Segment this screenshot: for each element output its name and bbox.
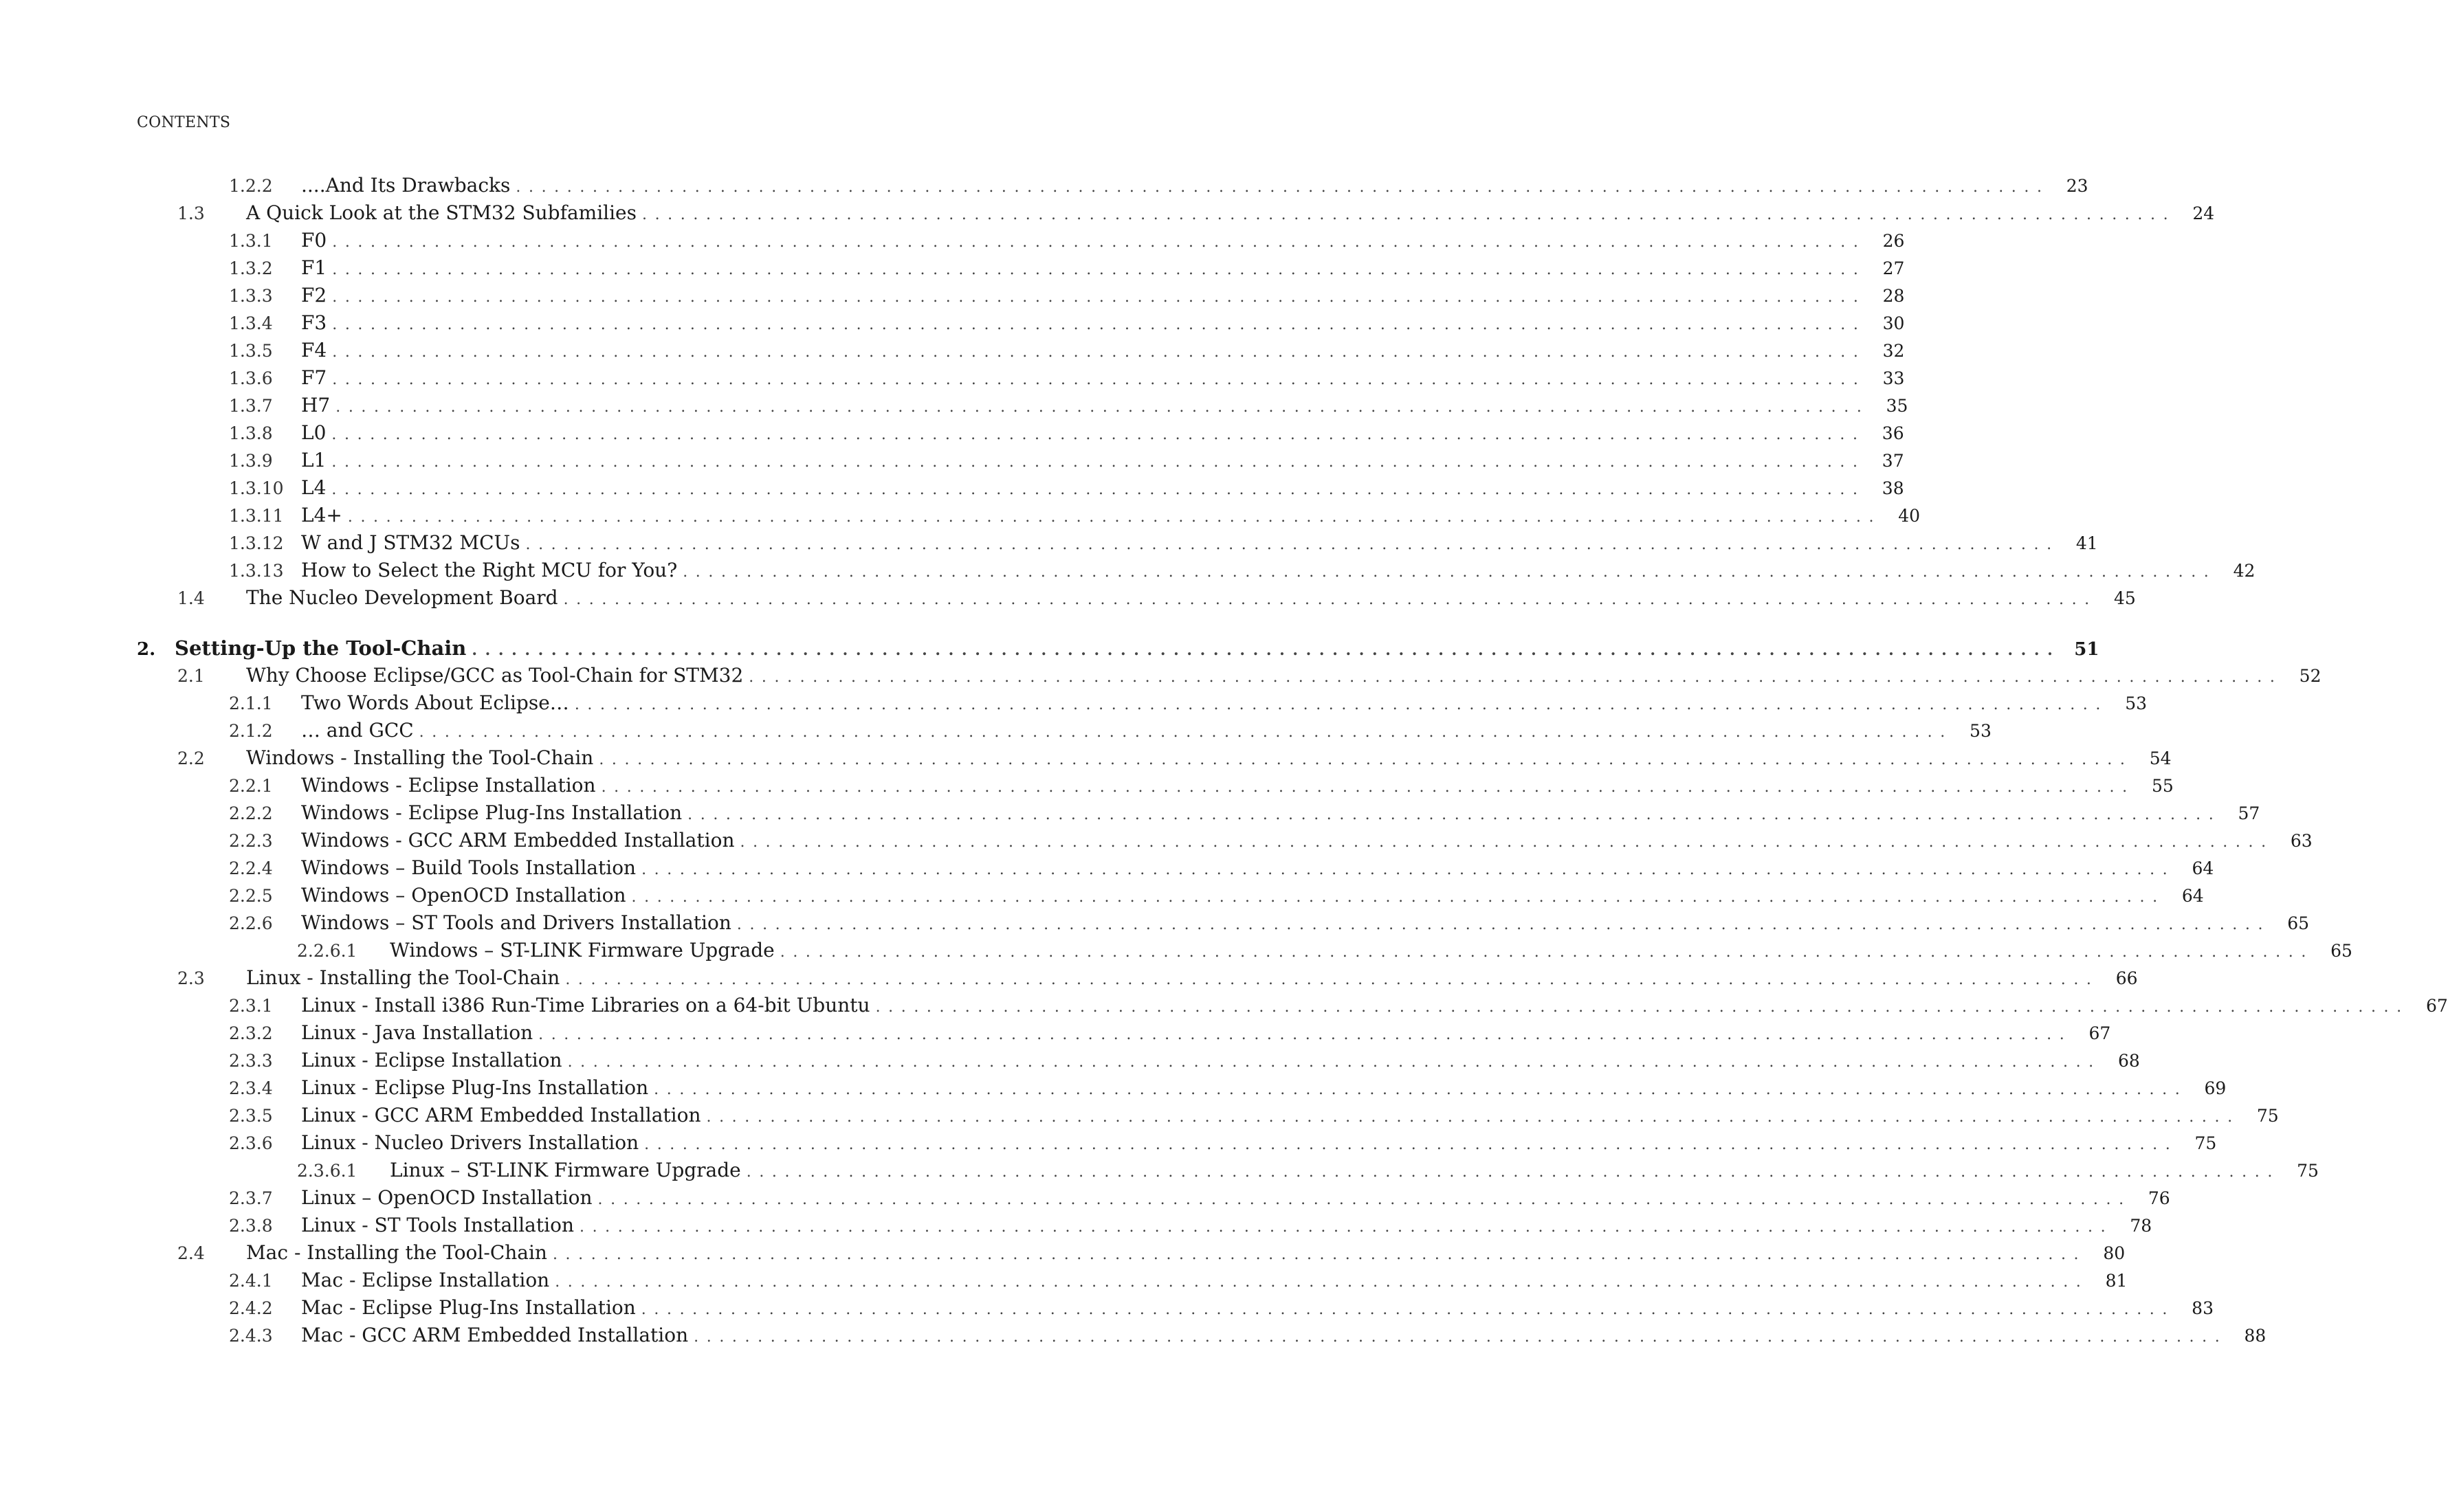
dot-leader: ........................................................................................................................ <box>597 1191 2132 1208</box>
toc-entry[interactable] <box>229 1322 2267 1349</box>
toc-entry-page-number: 75 <box>2297 1161 2319 1181</box>
toc-entry-page-number: 40 <box>1898 506 1921 526</box>
dot-leader: ........................................................................................................................ <box>332 289 1866 306</box>
toc-entry-number: 1.3.6 <box>229 368 273 388</box>
toc-entry-page-number: 75 <box>2194 1133 2217 1153</box>
toc-entry-page-number: 38 <box>1882 478 1904 498</box>
toc-entry-page-number: 32 <box>1882 341 1905 361</box>
toc-entry-page-number: 23 <box>2066 176 2088 196</box>
dot-leader: ........................................................................................................................ <box>332 371 1866 388</box>
dot-leader: ........................................................................................................................ <box>552 1246 2087 1263</box>
toc-entry-number: 2.2.6.1 <box>297 941 357 961</box>
toc-entry-page-number: 55 <box>2151 776 2174 796</box>
toc-entry-title: Linux - Installing the Tool-Chain <box>246 966 560 989</box>
toc-entry-page-number: 37 <box>1882 451 1904 471</box>
toc-entry-title: Why Choose Eclipse/GCC as Tool-Chain for STM32 <box>246 664 744 687</box>
toc-entry-title: Setting-Up the Tool-Chain <box>175 636 467 660</box>
dot-leader: ........................................................................................................................ <box>642 206 2176 223</box>
toc-entry-number: 1.3.12 <box>229 533 284 553</box>
toc-entry-title: Windows – ST Tools and Drivers Installation <box>301 911 731 934</box>
toc-entry-number: 2.2.2 <box>229 803 273 823</box>
toc-entry-page-number: 28 <box>1882 286 1905 306</box>
toc-entry-number: 2.3.6.1 <box>297 1161 357 1181</box>
toc-entry-page-number: 80 <box>2103 1243 2126 1263</box>
toc-entry-page-number: 88 <box>2244 1326 2267 1346</box>
toc-entry[interactable] <box>297 937 2352 964</box>
toc-chapter-entry[interactable] <box>137 634 2099 662</box>
toc-entry[interactable] <box>229 882 2204 909</box>
toc-entry-number: 1.3.7 <box>229 396 273 416</box>
dot-leader: ........................................................................................................................ <box>694 1328 2228 1346</box>
dot-leader: ........................................................................................................................ <box>599 751 2133 768</box>
toc-entry[interactable] <box>229 392 1908 419</box>
toc-entry-number: 2.2.1 <box>229 776 273 796</box>
toc-entry-page-number: 66 <box>2115 968 2138 988</box>
toc-entry-title: Windows – Build Tools Installation <box>301 856 637 879</box>
toc-entry-number: 2.4.2 <box>229 1298 273 1318</box>
toc-entry-title: Two Words About Eclipse… <box>301 691 569 714</box>
dot-leader: ........................................................................................................................ <box>746 1164 2280 1181</box>
toc-entry-title: F7 <box>301 366 327 389</box>
dot-leader: ........................................................................................................................ <box>538 1026 2073 1043</box>
dot-leader: ........................................................................................................................ <box>706 1109 2240 1126</box>
toc-entry-number: 2.3.4 <box>229 1078 273 1098</box>
dot-leader: ........................................................................................................................ <box>567 1054 2102 1071</box>
toc-entry-page-number: 69 <box>2204 1078 2227 1098</box>
dot-leader: ........................................................................................................................ <box>472 641 2061 659</box>
toc-entry-title: F4 <box>301 339 327 362</box>
toc-entry-page-number: 65 <box>2330 941 2352 961</box>
dot-leader: ........................................................................................................................ <box>683 564 2217 581</box>
toc-entry-number: 2.2.6 <box>229 913 273 933</box>
toc-entry-number: 2.2 <box>177 748 205 768</box>
toc-entry-title: Linux - Nucleo Drivers Installation <box>301 1131 639 1154</box>
toc-entry-title: Linux - Install i386 Run-Time Libraries on a 64-bit Ubuntu <box>301 994 870 1016</box>
toc-entry[interactable] <box>177 199 2215 227</box>
toc-entry-number: 1.3.2 <box>229 258 273 278</box>
dot-leader: ........................................................................................................................ <box>644 1136 2179 1153</box>
dot-leader: ........................................................................................................................ <box>331 481 1866 498</box>
toc-entry-title: F0 <box>301 229 327 252</box>
dot-leader: ........................................................................................................................ <box>601 779 2135 796</box>
toc-entry-number: 1.3.9 <box>229 451 273 471</box>
toc-entry-number: 1.3.5 <box>229 341 273 361</box>
toc-entry-page-number: 68 <box>2117 1051 2140 1071</box>
toc-entry-title: … and GCC <box>301 719 414 742</box>
toc-entry-number: 2.3.3 <box>229 1051 273 1071</box>
toc-entry-page-number: 42 <box>2233 561 2256 581</box>
dot-leader: ........................................................................................................................ <box>331 426 1866 443</box>
toc-entry-page-number: 57 <box>2238 803 2260 823</box>
toc-entry-title: L1 <box>301 449 327 471</box>
toc-entry-title: Linux - Eclipse Plug-Ins Installation <box>301 1076 649 1099</box>
toc-entry-number: 2. <box>137 639 156 660</box>
dot-leader: ........................................................................................................................ <box>347 509 1882 526</box>
toc-entry-number: 1.3.1 <box>229 231 273 251</box>
toc-entry[interactable] <box>229 557 2256 584</box>
toc-entry-page-number: 67 <box>2425 996 2448 1016</box>
toc-entry-title: L4 <box>301 476 327 499</box>
toc-entry-page-number: 63 <box>2290 831 2313 851</box>
toc-entry-number: 2.2.5 <box>229 886 273 906</box>
toc-entry-page-number: 36 <box>1882 423 1904 443</box>
dot-leader: ........................................................................................................................ <box>749 669 2283 686</box>
dot-leader: ........................................................................................................................ <box>332 261 1866 278</box>
toc-entry-page-number: 26 <box>1882 231 1905 251</box>
dot-leader: ........................................................................................................................ <box>641 1301 2175 1318</box>
toc-entry-title: H7 <box>301 394 331 416</box>
toc-entry-page-number: 53 <box>2125 693 2147 713</box>
toc-entry[interactable] <box>229 992 2448 1019</box>
toc-entry-number: 2.3.8 <box>229 1216 273 1236</box>
toc-entry-page-number: 30 <box>1882 313 1905 333</box>
toc-entry[interactable] <box>229 227 1905 254</box>
toc-entry-title: Linux - Eclipse Installation <box>301 1049 562 1071</box>
toc-entry[interactable] <box>297 1157 2319 1184</box>
toc-entry[interactable] <box>229 1047 2140 1074</box>
toc-entry-title: Windows – OpenOCD Installation <box>301 884 626 907</box>
dot-leader: ........................................................................................................................ <box>687 806 2222 823</box>
toc-entry[interactable] <box>229 474 1904 502</box>
toc-entry-number: 1.3.10 <box>229 478 284 498</box>
toc-entry-page-number: 67 <box>2088 1023 2111 1043</box>
dot-leader: ........................................................................................................................ <box>563 591 2097 608</box>
toc-entry-title: Linux - ST Tools Installation <box>301 1214 574 1236</box>
toc-entry-number: 1.3.11 <box>229 506 284 526</box>
toc-entry[interactable] <box>229 1294 2214 1322</box>
toc-entry-page-number: 24 <box>2192 203 2215 223</box>
toc-entry-title: Windows - GCC ARM Embedded Installation <box>301 829 735 852</box>
toc-entry[interactable] <box>229 772 2174 799</box>
toc-entry-number: 2.3.7 <box>229 1188 273 1208</box>
dot-leader: ........................................................................................................................ <box>780 944 2314 961</box>
dot-leader: ........................................................................................................................ <box>631 889 2165 906</box>
toc-entry-number: 1.2.2 <box>229 176 273 196</box>
toc-entry-number: 2.3 <box>177 968 205 988</box>
toc-entry-number: 2.3.2 <box>229 1023 273 1043</box>
toc-entry-page-number: 64 <box>2181 886 2204 906</box>
dot-leader: ........................................................................................................................ <box>579 1219 2114 1236</box>
running-header: CONTENTS <box>137 114 231 131</box>
toc-entry-number: 1.3.13 <box>229 561 284 581</box>
toc-entry-title: L4+ <box>301 504 342 526</box>
toc-entry-title: Windows - Installing the Tool-Chain <box>246 746 594 769</box>
toc-entry[interactable] <box>177 584 2136 612</box>
dot-leader: ........................................................................................................................ <box>332 234 1866 251</box>
toc-entry-number: 2.4 <box>177 1243 205 1263</box>
toc-entry[interactable] <box>229 254 1905 282</box>
toc-entry-title: F2 <box>301 284 327 307</box>
toc-entry-title: The Nucleo Development Board <box>246 586 558 609</box>
dot-leader: ........................................................................................................................ <box>555 1274 2089 1291</box>
toc-entry-title: Linux - Java Installation <box>301 1021 533 1044</box>
dot-leader: ........................................................................................................................ <box>332 316 1866 333</box>
dot-leader: ........................................................................................................................ <box>331 454 1866 471</box>
dot-leader: ........................................................................................................................ <box>641 861 2176 878</box>
toc-entry[interactable] <box>229 309 1905 337</box>
toc-entry-number: 2.3.1 <box>229 996 273 1016</box>
toc-entry[interactable] <box>229 909 2310 937</box>
dot-leader: ........................................................................................................................ <box>516 179 2050 196</box>
toc-entry-title: A Quick Look at the STM32 Subfamilies <box>246 201 637 224</box>
toc-entry-page-number: 54 <box>2149 748 2172 768</box>
toc-entry-title: Windows - Eclipse Plug-Ins Installation <box>301 801 683 824</box>
dot-leader: ........................................................................................................................ <box>332 344 1866 361</box>
toc-entry[interactable] <box>229 1102 2279 1129</box>
toc-entry-page-number: 52 <box>2299 666 2322 686</box>
toc-entry-number: 2.1.1 <box>229 693 273 713</box>
toc-entry-number: 2.1.2 <box>229 721 273 741</box>
dot-leader: ........................................................................................................................ <box>574 696 2108 713</box>
toc-entry-number: 1.4 <box>177 588 205 608</box>
toc-entry-title: Windows - Eclipse Installation <box>301 774 596 797</box>
toc-entry-number: 1.3.4 <box>229 313 273 333</box>
dot-leader: ........................................................................................................................ <box>335 399 1870 416</box>
toc-entry[interactable] <box>229 172 2088 199</box>
toc-entry[interactable] <box>229 1019 2111 1047</box>
dot-leader: ........................................................................................................................ <box>875 999 2410 1016</box>
toc-entry-title: Windows – ST-LINK Firmware Upgrade <box>390 939 775 961</box>
toc-entry-page-number: 83 <box>2192 1298 2214 1318</box>
toc-entry-page-number: 81 <box>2105 1271 2128 1291</box>
toc-entry-title: Mac - Eclipse Plug-Ins Installation <box>301 1296 636 1319</box>
dot-leader: ........................................................................................................................ <box>654 1081 2188 1098</box>
toc-entry-title: Linux – OpenOCD Installation <box>301 1186 593 1209</box>
toc-entry[interactable] <box>177 1239 2126 1267</box>
toc-entry-page-number: 51 <box>2074 639 2099 660</box>
toc-entry-number: 1.3 <box>177 203 205 223</box>
toc-entry-number: 1.3.8 <box>229 423 273 443</box>
toc-entry-page-number: 76 <box>2148 1188 2170 1208</box>
toc-entry[interactable] <box>177 662 2322 689</box>
toc-entry-title: F3 <box>301 311 327 334</box>
toc-entry-title: L0 <box>301 421 327 444</box>
toc-entry-page-number: 45 <box>2113 588 2136 608</box>
toc-entry-number: 1.3.3 <box>229 286 273 306</box>
toc-entry-number: 2.1 <box>177 666 205 686</box>
dot-leader: ........................................................................................................................ <box>565 971 2099 988</box>
toc-entry-page-number: 64 <box>2192 858 2214 878</box>
toc-entry[interactable] <box>229 502 1921 529</box>
toc-entry[interactable] <box>229 337 1905 364</box>
toc-entry-page-number: 41 <box>2075 533 2098 553</box>
toc-entry-number: 2.2.4 <box>229 858 273 878</box>
toc-entry[interactable] <box>229 1129 2217 1157</box>
toc-entry-page-number: 78 <box>2130 1216 2152 1236</box>
toc-entry[interactable] <box>177 964 2138 992</box>
toc-entry-page-number: 33 <box>1882 368 1905 388</box>
toc-entry-title: Linux – ST-LINK Firmware Upgrade <box>390 1159 741 1181</box>
toc-entry-title: Mac - Eclipse Installation <box>301 1269 550 1291</box>
toc-entry-page-number: 35 <box>1886 396 1908 416</box>
toc-entry-page-number: 27 <box>1882 258 1905 278</box>
dot-leader: ........................................................................................................................ <box>740 834 2274 851</box>
toc-entry-number: 2.3.6 <box>229 1133 273 1153</box>
toc-entry-page-number: 53 <box>1970 721 1992 741</box>
toc-entry-page-number: 75 <box>2256 1106 2279 1126</box>
toc-entry[interactable] <box>229 282 1905 309</box>
toc-entry[interactable] <box>229 1184 2170 1212</box>
toc-entry-title: ....And Its Drawbacks <box>301 174 511 197</box>
toc-entry[interactable] <box>229 827 2313 854</box>
toc-entry-number: 2.4.1 <box>229 1271 273 1291</box>
toc-entry[interactable] <box>229 447 1904 474</box>
toc-entry-title: F1 <box>301 256 327 279</box>
toc-entry-page-number: 65 <box>2287 913 2310 933</box>
toc-entry[interactable] <box>229 799 2260 827</box>
toc-entry[interactable] <box>229 529 2098 557</box>
dot-leader: ........................................................................................................................ <box>736 916 2271 933</box>
toc-entry[interactable] <box>229 364 1905 392</box>
toc-entry-title: How to Select the Right MCU for You? <box>301 559 678 581</box>
toc-entry-number: 2.4.3 <box>229 1326 273 1346</box>
toc-entry[interactable] <box>229 854 2214 882</box>
toc-entry[interactable] <box>229 1074 2227 1102</box>
toc-entry-number: 2.2.3 <box>229 831 273 851</box>
toc-entry-number: 2.3.5 <box>229 1106 273 1126</box>
toc-entry[interactable] <box>229 689 2147 717</box>
toc-entry-title: Linux - GCC ARM Embedded Installation <box>301 1104 701 1126</box>
toc-entry[interactable] <box>229 1212 2152 1239</box>
dot-leader: ........................................................................................................................ <box>525 536 2060 553</box>
toc-entry[interactable] <box>229 419 1904 447</box>
toc-entry-title: W and J STM32 MCUs <box>301 531 520 554</box>
toc-entry-title: Mac - Installing the Tool-Chain <box>246 1241 547 1264</box>
toc-entry[interactable] <box>229 717 1992 744</box>
toc-entry-title: Mac - GCC ARM Embedded Installation <box>301 1324 689 1346</box>
dot-leader: ........................................................................................................................ <box>419 724 1953 741</box>
toc-entry[interactable] <box>177 744 2172 772</box>
toc-entry[interactable] <box>229 1267 2128 1294</box>
